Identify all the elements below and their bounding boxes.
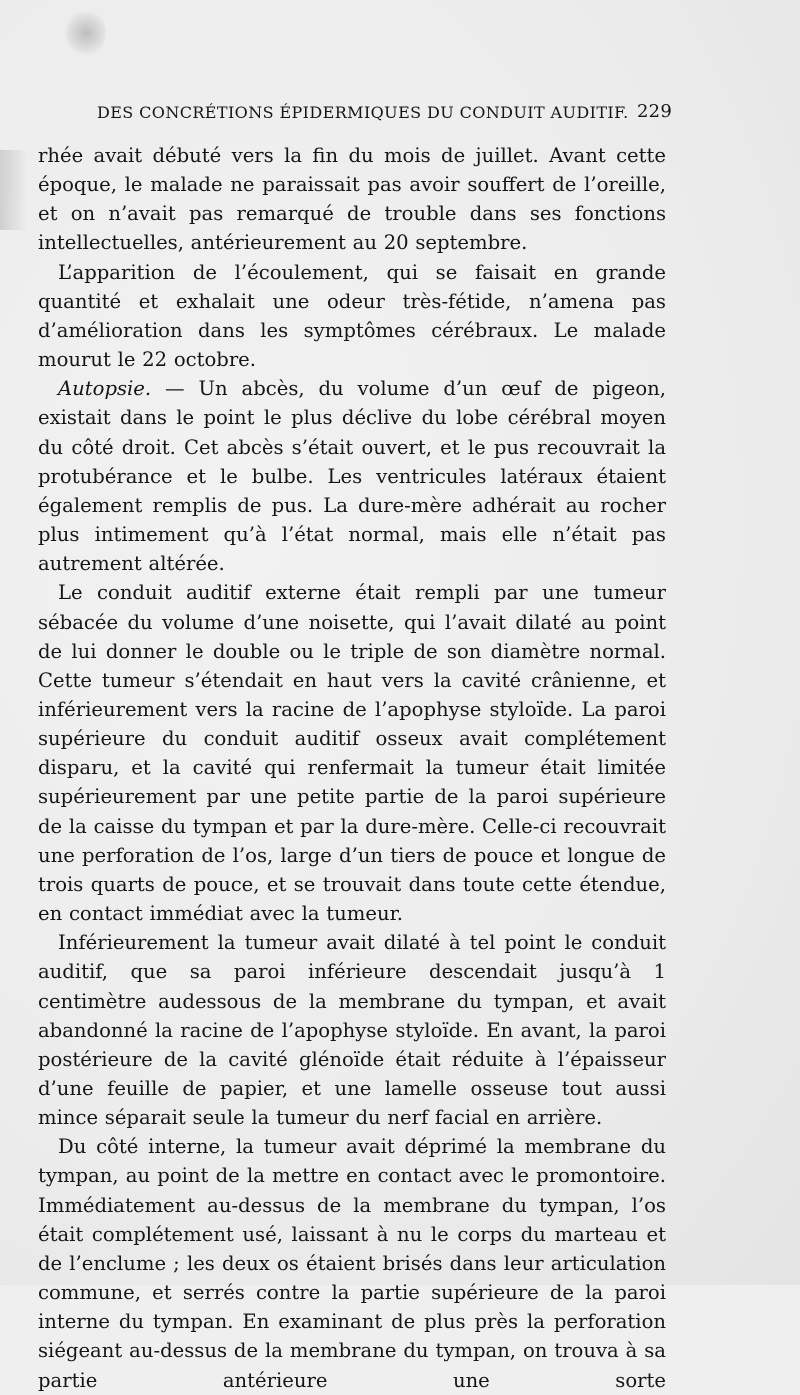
page-number: 229	[637, 101, 672, 122]
running-header	[97, 101, 672, 125]
running-title: DES CONCRÉTIONS ÉPIDERMIQUES DU CONDUIT AUDITIF.	[97, 103, 629, 122]
body-text	[38, 141, 666, 1395]
paragraph-inferieurement: Inférieurement la tumeur avait dilaté à tel point le conduit auditif, que sa paroi inférieure descendait jusqu’à 1 centimètre audessous de la membrane du tympan, et avait abandonné la racine de l’apophyse styloïde. En avant, la paroi postérieure de la cavité glénoïde était réduite à l’épaisseur d’une feuille de papier, et une lamelle osseuse tout aussi mince séparait seule la tumeur du nerf facial en arrière.	[38, 931, 666, 1130]
paragraph-autopsie	[38, 374, 666, 578]
paragraph-ecoulement: L’apparition de l’écoulement, qui se faisait en grande quantité et exhalait une odeur très-fétide, n’amena pas d’amélioration dans les symptômes cérébraux. Le malade mourut le 22 octobre.	[38, 260, 666, 372]
autopsie-heading: Autopsie.	[58, 377, 152, 401]
paragraph-cote-interne: Du côté interne, la tumeur avait déprimé la membrane du tympan, au point de la mettre en contact avec le promontoire. Immédiatement au-dessus de la membrane du tympan, l’os était complétement usé, laissant à nu le corps du marteau et de l’enclume ; les deux os étaient brisés dans leur articulation commune, et serrés contre la partie supérieure de la paroi interne du tympan. En examinant de plus près la perforation siégeant au-dessus de la membrane du tympan, on trouva à sa partie antérieure une sorte	[38, 1135, 666, 1392]
page-stain	[66, 10, 106, 56]
paragraph-continuation: rhée avait débuté vers la fin du mois de juillet. Avant cette époque, le malade ne paraissait pas avoir souffert de l’oreille, et on n’avait pas remarqué de trouble dans ses fonctions intellectuelles, antérieurement au 20 septembre.	[38, 144, 666, 255]
paragraph-conduit-auditif: Le conduit auditif externe était rempli par une tumeur sébacée du volume d’une noisette, qui l’avait dilaté au point de lui donner le double ou le triple de son diamètre normal. Cette tumeur s’étendait en haut vers la cavité crânienne, et inférieurement vers la racine de l’apophyse styloïde. La paroi supérieure du conduit auditif osseux avait complétement disparu, et la cavité qui renfermait la tumeur était limitée supérieurement par une petite partie de la paroi supérieure de la caisse du tympan et par la dure-mère. Celle-ci recouvrait une perforation de l’os, large d’un tiers de pouce et longue de trois quarts de pouce, et se trouvait dans toute cette étendue, en contact immédiat avec la tumeur.	[38, 581, 666, 926]
autopsie-text: — Un abcès, du volume d’un œuf de pigeon, existait dans le point le plus déclive du lobe cérébral moyen du côté droit. Cet abcès s’était ouvert, et le pus recouvrait la protubérance et le bulbe. Les ventricules latéraux étaient également remplis de pus. La dure-mère adhérait au rocher plus intimement qu’à l’état normal, mais elle n’était pas autrement altérée.	[38, 377, 666, 576]
page-edge-shadow	[0, 150, 28, 230]
